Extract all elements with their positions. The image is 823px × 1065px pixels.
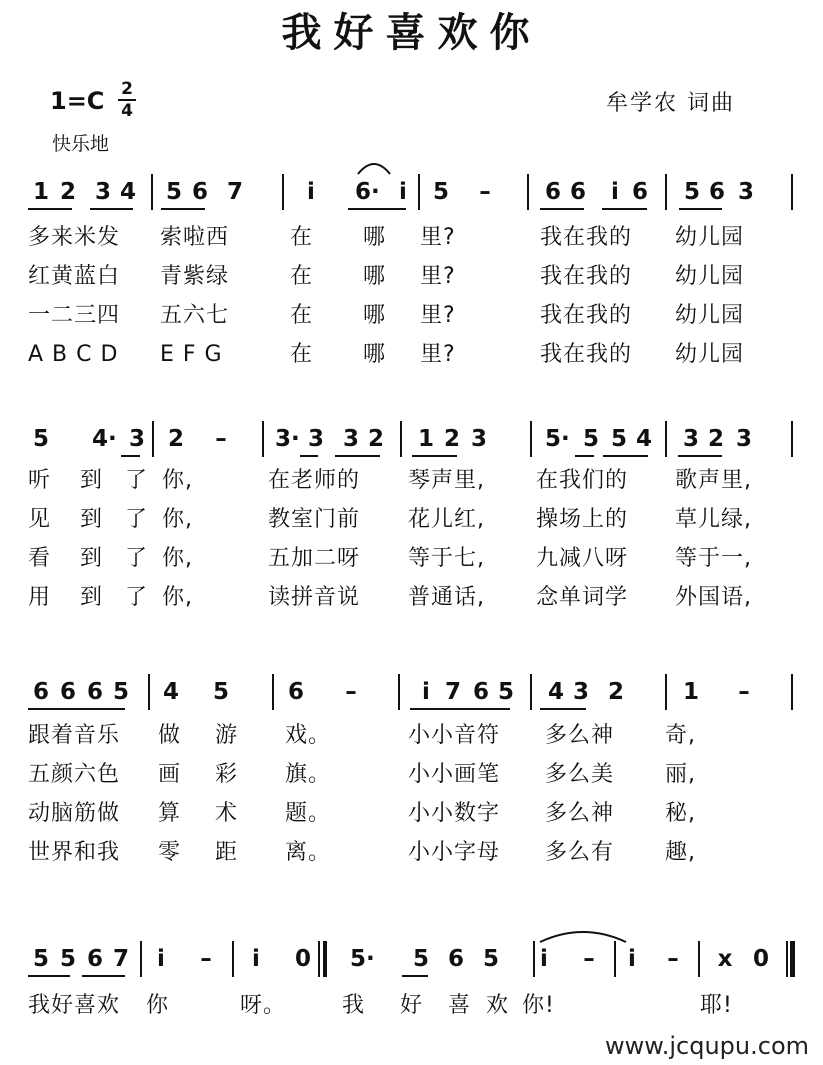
lyric-word: 我在我的 <box>540 303 633 328</box>
lyric-word: 多么神 <box>545 801 615 826</box>
note: i <box>252 946 260 972</box>
lyric-word: 在 <box>290 225 314 250</box>
barline <box>530 421 532 457</box>
barline <box>148 674 150 710</box>
beam-underline <box>28 208 72 210</box>
barline <box>614 941 616 977</box>
note: 6 <box>708 179 725 205</box>
lyric-word: 在老师的 <box>268 468 361 493</box>
lyric-word: 哪 <box>363 225 387 250</box>
beam-underline <box>28 975 70 977</box>
note: 2 <box>707 426 724 452</box>
lyric-word: 到 <box>80 546 104 571</box>
lyric-word: 小小画笔 <box>408 762 501 787</box>
lyric-word: 教室门前 <box>268 507 361 532</box>
lyric-word: 我 <box>342 993 366 1018</box>
lyric-word: 歌声里, <box>675 468 752 493</box>
watermark: www.jcqupu.com <box>605 1032 809 1060</box>
lyric-word: 小小数字 <box>408 801 501 826</box>
lyric-word: 彩 <box>215 762 239 787</box>
lyric-word: 幼儿园 <box>675 342 745 367</box>
barline <box>318 941 320 977</box>
lyric-word: 你, <box>162 585 193 610</box>
lyric-word: 距 <box>215 840 239 865</box>
lyric-word: 世界和我 <box>28 840 121 865</box>
lyric-word: 术 <box>215 801 239 826</box>
beam-underline <box>90 208 133 210</box>
note: 7 <box>226 179 243 205</box>
barline <box>665 674 667 710</box>
barline <box>665 174 667 210</box>
tie-arc <box>538 928 628 944</box>
lyric-word: 了 <box>125 507 149 532</box>
barline <box>400 421 402 457</box>
lyric-word: 了 <box>125 546 149 571</box>
lyric-word: 看 <box>28 546 52 571</box>
note: 7 <box>444 679 461 705</box>
lyric-word: 幼儿园 <box>675 303 745 328</box>
lyric-word: 奇, <box>665 723 696 748</box>
lyric-word: 做 <box>158 723 182 748</box>
barline <box>698 941 700 977</box>
lyric-word: 小小字母 <box>408 840 501 865</box>
lyric-word: 到 <box>80 507 104 532</box>
note: i <box>422 679 430 705</box>
lyric-word: 里? <box>420 264 456 289</box>
key-signature: 1=C <box>50 87 105 115</box>
lyric-word: 戏。 <box>285 723 332 748</box>
note: – <box>667 946 679 972</box>
note: 6 <box>447 946 464 972</box>
note: 5 <box>432 179 449 205</box>
note: 0 <box>294 946 311 972</box>
note: 3 <box>737 179 754 205</box>
lyric-word: 多么神 <box>545 723 615 748</box>
barline <box>530 674 532 710</box>
lyric-word: 草儿绿, <box>675 507 752 532</box>
barline <box>140 941 142 977</box>
barline <box>323 941 327 977</box>
note: 4 <box>635 426 652 452</box>
lyric-word: 里? <box>420 342 456 367</box>
beam-underline <box>412 455 457 457</box>
barline <box>665 421 667 457</box>
barline <box>791 421 793 457</box>
lyric-word: 算 <box>158 801 182 826</box>
lyric-word: 等于七, <box>408 546 485 571</box>
note: 6 <box>191 179 208 205</box>
note: 1 <box>682 679 699 705</box>
lyric-word: 哪 <box>363 303 387 328</box>
lyric-word: 在 <box>290 303 314 328</box>
lyric-word: 在 <box>290 264 314 289</box>
note: 5 <box>610 426 627 452</box>
lyric-word: 画 <box>158 762 182 787</box>
beam-underline <box>540 208 584 210</box>
note: – <box>215 426 227 452</box>
note: 6 <box>472 679 489 705</box>
lyric-word: 动脑筋做 <box>28 801 121 826</box>
lyric-word: 离。 <box>285 840 332 865</box>
lyric-word: 多来米发 <box>28 225 121 250</box>
lyric-word: 花儿红, <box>408 507 485 532</box>
note: 6 <box>631 179 648 205</box>
lyric-word: 在 <box>290 342 314 367</box>
note: 5 <box>683 179 700 205</box>
beam-underline <box>82 975 125 977</box>
lyric-word: 在我们的 <box>536 468 629 493</box>
lyric-word: 游 <box>215 723 239 748</box>
note: 1 <box>417 426 434 452</box>
note: 6· <box>355 179 380 205</box>
note: 5 <box>32 426 49 452</box>
note: i <box>540 946 548 972</box>
note: 5 <box>32 946 49 972</box>
lyric-word: 欢 <box>486 993 510 1018</box>
lyric-word: 幼儿园 <box>675 225 745 250</box>
time-signature-bottom: 4 <box>121 101 133 121</box>
note: 3 <box>470 426 487 452</box>
lyric-word: 到 <box>80 585 104 610</box>
note: x <box>717 946 733 972</box>
note: – <box>738 679 750 705</box>
lyric-word: 了 <box>125 585 149 610</box>
lyric-word: 里? <box>420 303 456 328</box>
note: 4 <box>547 679 564 705</box>
note: – <box>479 179 491 205</box>
note: i <box>307 179 315 205</box>
beam-underline <box>603 455 648 457</box>
lyric-word: 琴声里, <box>408 468 485 493</box>
beam-underline <box>575 455 594 457</box>
lyric-word: 你, <box>162 546 193 571</box>
lyric-word: 一二三四 <box>28 303 121 328</box>
beam-underline <box>678 455 722 457</box>
lyric-word: 多么美 <box>545 762 615 787</box>
note: 3 <box>342 426 359 452</box>
note: 3· <box>275 426 300 452</box>
note: 2 <box>607 679 624 705</box>
note: 4 <box>119 179 136 205</box>
lyric-word: 旗。 <box>285 762 332 787</box>
barline <box>533 941 535 977</box>
lyric-word: 秘, <box>665 801 696 826</box>
note: 5 <box>582 426 599 452</box>
lyric-word: 零 <box>158 840 182 865</box>
lyric-word: 你, <box>162 507 193 532</box>
note: 4 <box>162 679 179 705</box>
beam-underline <box>540 708 586 710</box>
note: 6 <box>544 179 561 205</box>
note: 5 <box>212 679 229 705</box>
lyric-word: 小小音符 <box>408 723 501 748</box>
lyric-word: 操场上的 <box>536 507 629 532</box>
lyric-word: 趣, <box>665 840 696 865</box>
lyric-word: 五颜六色 <box>28 762 121 787</box>
barline <box>791 174 793 210</box>
lyric-word: 用 <box>28 585 52 610</box>
barline <box>791 941 795 977</box>
lyric-word: 跟着音乐 <box>28 723 121 748</box>
note: 6 <box>32 679 49 705</box>
lyric-word: 里? <box>420 225 456 250</box>
note: 5 <box>412 946 429 972</box>
note: 3 <box>128 426 145 452</box>
barline <box>398 674 400 710</box>
lyric-word: 读拼音说 <box>268 585 361 610</box>
note: 5 <box>165 179 182 205</box>
note: – <box>200 946 212 972</box>
beam-underline <box>121 455 140 457</box>
lyric-word: 耶! <box>700 993 733 1018</box>
barline <box>791 674 793 710</box>
lyric-word: 多么有 <box>545 840 615 865</box>
lyric-word: 青紫绿 <box>160 264 230 289</box>
note: 5 <box>482 946 499 972</box>
time-signature-top: 2 <box>121 79 133 99</box>
beam-underline <box>28 708 125 710</box>
beam-underline <box>161 208 205 210</box>
lyric-word: 呀。 <box>240 993 287 1018</box>
beam-underline <box>602 208 647 210</box>
lyric-word: E F G <box>160 342 223 367</box>
lyric-word: 你, <box>162 468 193 493</box>
tie-arc <box>356 160 392 176</box>
note: 4· <box>92 426 117 452</box>
barline <box>418 174 420 210</box>
note: 0 <box>752 946 769 972</box>
note: – <box>345 679 357 705</box>
lyric-word: 丽, <box>665 762 696 787</box>
beam-underline <box>300 455 318 457</box>
barline <box>786 941 788 977</box>
lyric-word: 五加二呀 <box>268 546 361 571</box>
beam-underline <box>388 208 402 210</box>
lyric-word: 哪 <box>363 342 387 367</box>
note: 6 <box>569 179 586 205</box>
note: 1 <box>32 179 49 205</box>
lyric-word: 我在我的 <box>540 225 633 250</box>
note: 2 <box>443 426 460 452</box>
song-title: 我好喜欢你 <box>281 9 542 56</box>
barline <box>282 174 284 210</box>
note: i <box>399 179 407 205</box>
beam-underline <box>410 708 510 710</box>
author-credit: 牟学农 词曲 <box>606 91 735 116</box>
note: i <box>628 946 636 972</box>
lyric-word: 你! <box>522 993 555 1018</box>
lyric-word: A B C D <box>28 342 119 367</box>
barline <box>272 674 274 710</box>
lyric-word: 九减八呀 <box>536 546 629 571</box>
barline <box>262 421 264 457</box>
note: 2 <box>367 426 384 452</box>
note: 3 <box>572 679 589 705</box>
note: 3 <box>682 426 699 452</box>
note: 6 <box>86 946 103 972</box>
tempo-marking: 快乐地 <box>52 133 110 155</box>
lyric-word: 喜 <box>448 993 472 1018</box>
lyric-word: 我好喜欢 <box>28 993 121 1018</box>
note: 2 <box>59 179 76 205</box>
lyric-word: 幼儿园 <box>675 264 745 289</box>
note: 5 <box>112 679 129 705</box>
note: i <box>157 946 165 972</box>
note: 7 <box>112 946 129 972</box>
note: 3 <box>735 426 752 452</box>
lyric-word: 见 <box>28 507 52 532</box>
barline <box>152 421 154 457</box>
barline <box>527 174 529 210</box>
note: 3 <box>94 179 111 205</box>
lyric-word: 念单词学 <box>536 585 629 610</box>
note: 2 <box>167 426 184 452</box>
time-signature <box>118 80 136 120</box>
lyric-word: 红黄蓝白 <box>28 264 121 289</box>
beam-underline <box>679 208 722 210</box>
lyric-word: 我在我的 <box>540 342 633 367</box>
lyric-word: 到 <box>80 468 104 493</box>
note: 6 <box>86 679 103 705</box>
lyric-word: 我在我的 <box>540 264 633 289</box>
note: i <box>611 179 619 205</box>
lyric-word: 哪 <box>363 264 387 289</box>
barline <box>232 941 234 977</box>
note: 5· <box>350 946 375 972</box>
note: 6 <box>287 679 304 705</box>
lyric-word: 好 <box>400 993 424 1018</box>
lyric-word: 了 <box>125 468 149 493</box>
lyric-word: 外国语, <box>675 585 752 610</box>
beam-underline <box>335 455 380 457</box>
note: 5 <box>497 679 514 705</box>
lyric-word: 等于一, <box>675 546 752 571</box>
note: 6 <box>59 679 76 705</box>
lyric-word: 题。 <box>285 801 332 826</box>
lyric-word: 你 <box>146 993 170 1018</box>
note: 5 <box>59 946 76 972</box>
beam-underline <box>402 975 428 977</box>
note: – <box>583 946 595 972</box>
note: 5· <box>545 426 570 452</box>
lyric-word: 普通话, <box>408 585 485 610</box>
lyric-word: 听 <box>28 468 52 493</box>
lyric-word: 五六七 <box>160 303 230 328</box>
lyric-word: 索啦西 <box>160 225 230 250</box>
note: 3 <box>307 426 324 452</box>
barline <box>151 174 153 210</box>
